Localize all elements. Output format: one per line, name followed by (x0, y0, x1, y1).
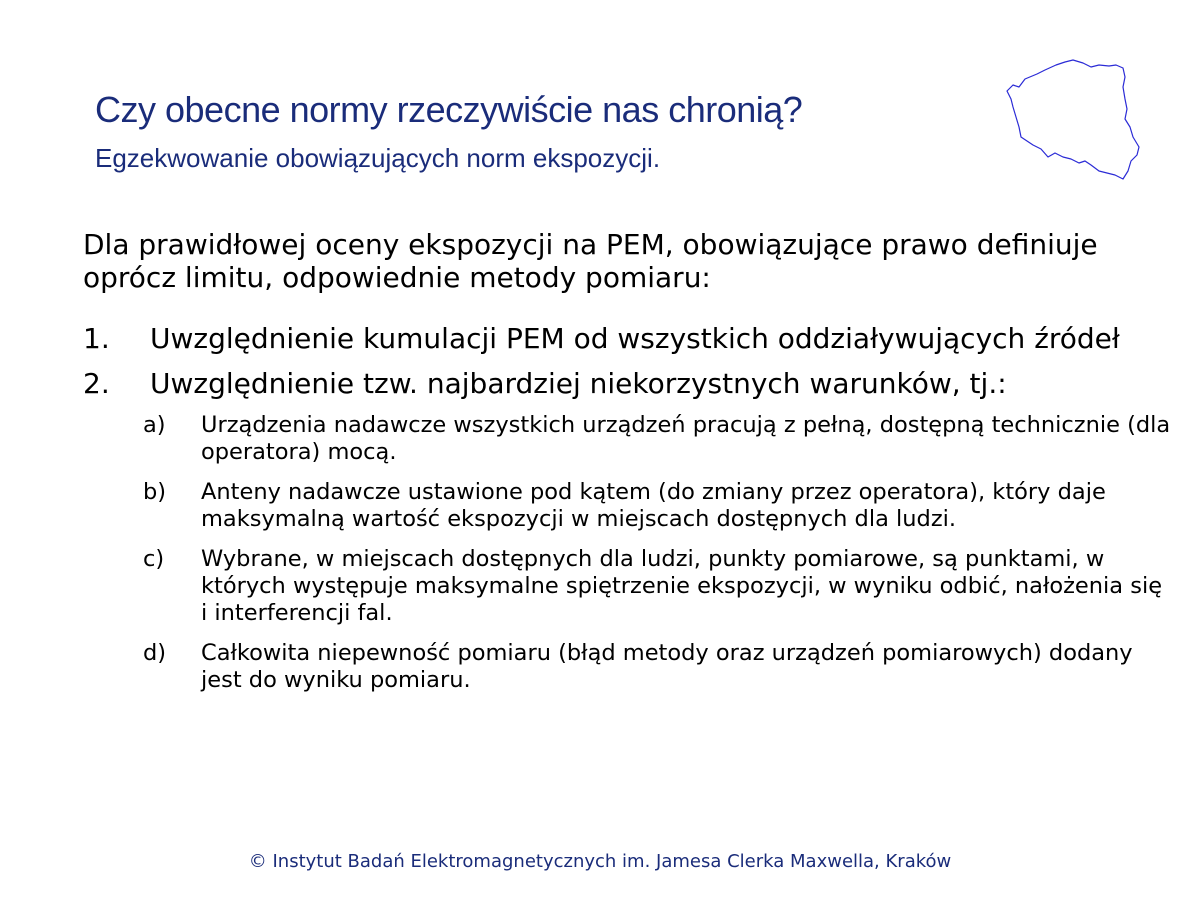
sub-list-item-text: Urządzenia nadawcze wszystkich urządzeń pracują z pełną, dostępną technicznie (dla operatora) mocą. (201, 412, 1171, 465)
copyright-footer: © Instytut Badań Elektromagnetycznych im. Jamesa Clerka Maxwella, Kraków (248, 851, 952, 872)
list-item (83, 367, 1173, 400)
sub-list-item (83, 479, 1173, 533)
numbered-list (83, 322, 1173, 694)
list-item-number: 2. (83, 367, 110, 400)
sub-list-item-letter: d) (143, 640, 167, 666)
list-item-text: Uwzględnienie kumulacji PEM od wszystkich oddziaływujących źródeł (150, 322, 1120, 355)
sub-list-item (83, 546, 1173, 627)
sub-list-item-text: Całkowita niepewność pomiaru (błąd metody oraz urządzeń pomiarowych) dodany jest do wyniku pomiaru. (201, 640, 1133, 693)
sub-list-item-letter: c) (143, 546, 165, 572)
sub-list-item-letter: b) (143, 479, 167, 505)
list-item-text: Uwzględnienie tzw. najbardziej niekorzystnych warunków, tj.: (150, 367, 1007, 400)
slide-subtitle: Egzekwowanie obowiązujących norm ekspozycji. (95, 143, 661, 173)
slide-title: Czy obecne normy rzeczywiście nas chronią? (95, 89, 803, 130)
list-item-number: 1. (83, 322, 110, 355)
sub-list-item (83, 412, 1173, 466)
poland-outline-icon (1001, 57, 1143, 181)
list-item (83, 322, 1173, 355)
intro-paragraph: Dla prawidłowej oceny ekspozycji na PEM, obowiązujące prawo definiuje oprócz limitu, odpowiednie metody pomiaru: (83, 228, 1098, 294)
sub-list-item-letter: a) (143, 412, 166, 438)
sub-list-item (83, 640, 1173, 694)
sub-list-item-text: Wybrane, w miejscach dostępnych dla ludzi, punkty pomiarowe, są punktami, w których występuje maksymalne spiętrzenie ekspozycji, w wyniku odbić, nałożenia się i interferencji fal. (201, 546, 1163, 626)
sub-list-item-text: Anteny nadawcze ustawione pod kątem (do zmiany przez operatora), który daje maksymalną wartość ekspozycji w miejscach dostępnych dla ludzi. (201, 479, 1106, 532)
